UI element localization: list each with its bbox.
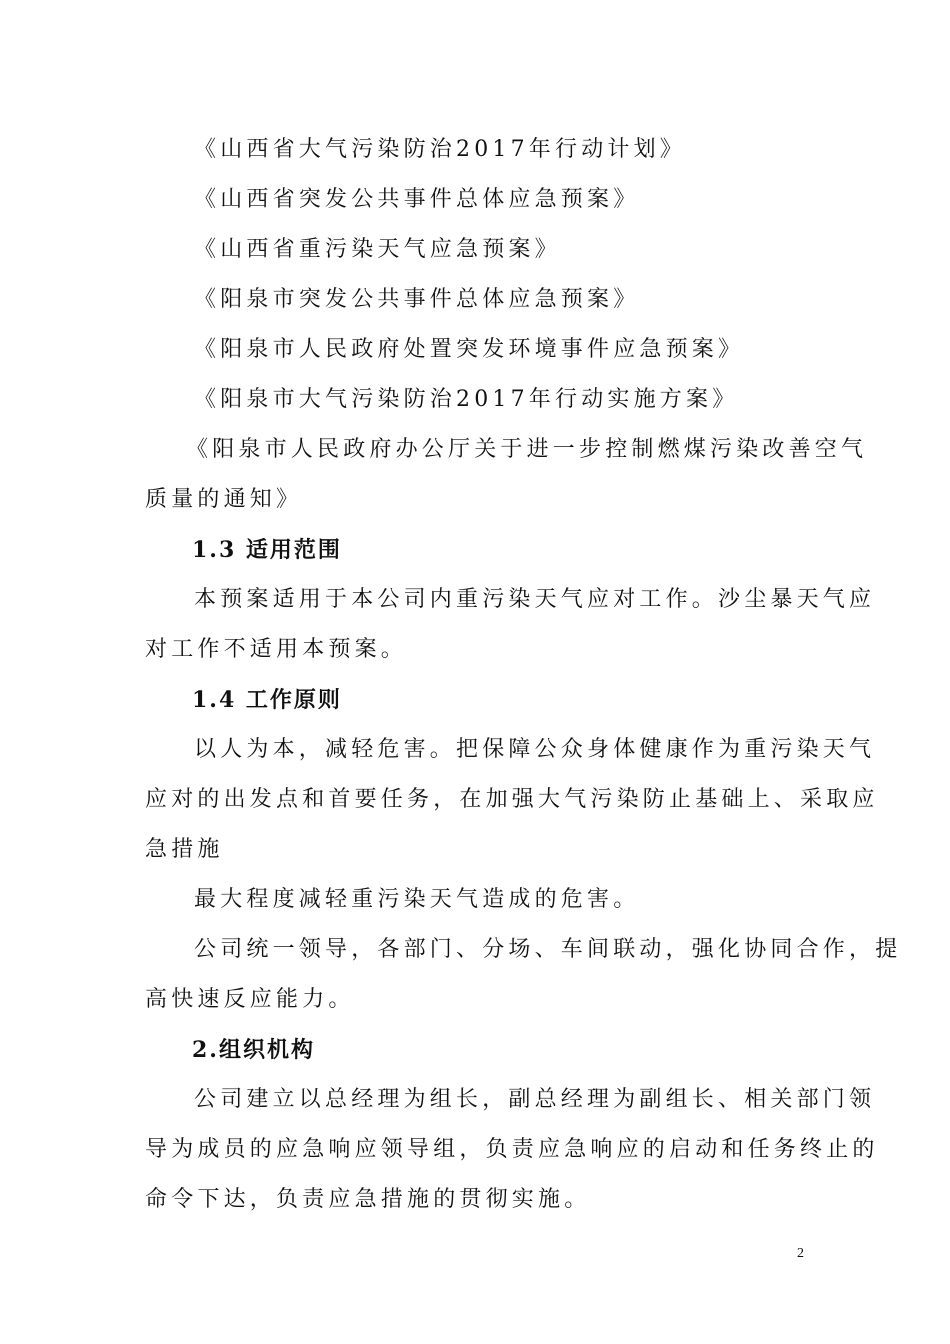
reference-item: 《阳泉市人民政府办公厅关于进一步控制燃煤污染改善空气 xyxy=(186,437,868,462)
reference-item: 《山西省大气污染防治2017年行动计划》 xyxy=(194,137,686,162)
paragraph-line: 本预案适用于本公司内重污染天气应对工作。沙尘暴天气应 xyxy=(194,587,876,612)
paragraph-line: 对工作不适用本预案。 xyxy=(145,637,408,662)
paragraph-line: 以人为本，减轻危害。把保障公众身体健康作为重污染天气 xyxy=(194,737,876,762)
reference-item: 《阳泉市突发公共事件总体应急预案》 xyxy=(194,287,640,312)
paragraph-line: 最大程度减轻重污染天气造成的危害。 xyxy=(194,887,640,912)
paragraph-line: 应对的出发点和首要任务，在加强大气污染防止基础上、采取应 xyxy=(145,787,879,812)
paragraph-line: 高快速反应能力。 xyxy=(145,987,355,1012)
paragraph-line: 导为成员的应急响应领导组，负责应急响应的启动和任务终止的 xyxy=(145,1137,879,1162)
reference-item: 《山西省突发公共事件总体应急预案》 xyxy=(194,187,640,212)
reference-item: 《阳泉市人民政府处置突发环境事件应急预案》 xyxy=(194,337,745,362)
paragraph-line: 急措施 xyxy=(145,837,224,862)
paragraph-line: 命令下达，负责应急措施的贯彻实施。 xyxy=(145,1187,591,1212)
paragraph-line: 公司统一领导，各部门、分场、车间联动，强化协同合作，提 xyxy=(194,937,902,962)
reference-item: 《阳泉市大气污染防治2017年行动实施方案》 xyxy=(194,387,739,412)
reference-item-continuation: 质量的通知》 xyxy=(145,487,303,512)
section-heading: 2.组织机构 xyxy=(192,1037,315,1063)
paragraph-line: 公司建立以总经理为组长，副总经理为副组长、相关部门领 xyxy=(194,1087,876,1112)
section-heading: 1.3 适用范围 xyxy=(192,537,342,563)
page-number: 2 xyxy=(797,1246,804,1261)
section-heading: 1.4 工作原则 xyxy=(192,687,342,713)
reference-item: 《山西省重污染天气应急预案》 xyxy=(194,237,561,262)
